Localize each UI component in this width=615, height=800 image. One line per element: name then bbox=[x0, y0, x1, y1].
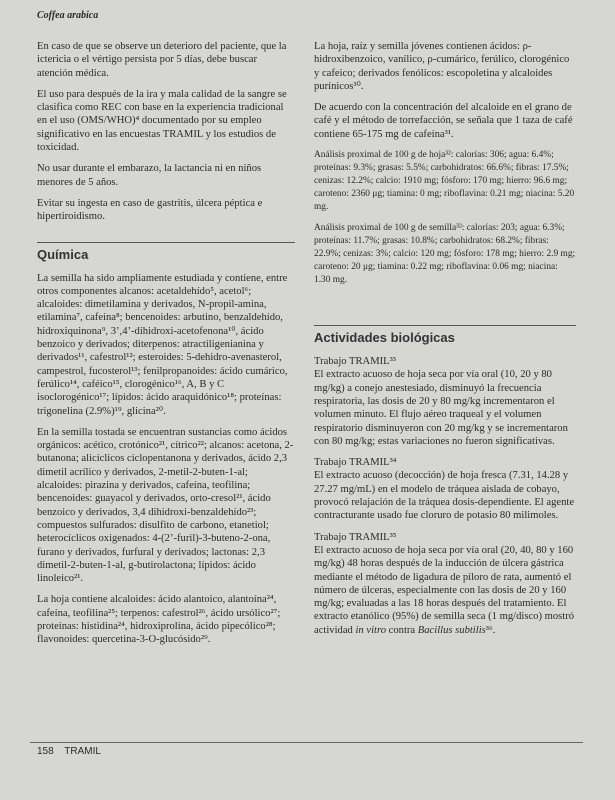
paragraph-contraindication: No usar durante el embarazo, la lactancia ni en niños menores de 5 años. bbox=[37, 163, 262, 188]
study-label-34: Trabajo TRAMIL³⁴ bbox=[314, 457, 397, 469]
paragraph-avoid: Evitar su ingesta en caso de gastritis, úlcera péptica e hipertiroidismo. bbox=[37, 197, 263, 223]
study-text-33: El extracto acuoso de hoja seca por vía oral (10, 20 y 80 mg/kg) a conejo anestesiado, disminuyó la frecuencia respiratoria, las dosis de 20 y 80 mg/kg incrementaron el volumen minuto. El flujo aéreo traqueal y el volumen respiratorio disminuyeron con 20 mg/kg y se incrementaron con 80 mg/kg; estas variaciones no fueron significativas. bbox=[314, 369, 568, 447]
paragraph-caffeine-content: De acuerdo con la concentración del alcaloide en el grano de café y el método de torrefacción, se señala que 1 taza de café contiene 65-175 mg de cafeína³¹. bbox=[314, 102, 573, 140]
study-text-35: El extracto acuoso de hoja seca por vía oral (20, 40, 80 y 160 mg/kg) 48 horas después de la inducción de úlcera gástrica mediante el método de ligadura de píloro de rata, aumentó el número de úlceras, especialmente con las dosis de 20 y 160 mg/kg; evaluadas a las 18 horas después del tratamiento. El extracto etanólico (95%) de semilla seca (1 mg/disco) mostró actividad in vitro contra Bacillus subtilis³⁶. bbox=[314, 544, 575, 636]
left-column bbox=[37, 40, 295, 655]
study-label-35: Trabajo TRAMIL³⁵ bbox=[314, 531, 397, 543]
paragraph-leaf-chemistry: La hoja contiene alcaloides: ácido alantoico, alantoína²⁴, cafeína, teofilina²⁵; terpenos: cafestrol²⁶, ácido ursólico²⁷; proteínas: histidina²⁴, hidroxiprolina, ácido pipecólico²⁸; flavonoides: quercetina-3-O-glucósido²⁹. bbox=[37, 594, 281, 646]
paragraph-classification: El uso para después de la ira y mala calidad de la sangre se clasifica como REC con base en la experiencia tradicional en el uso (OMS/WHO)⁴ documentado por su empleo significativo en las encuestas TRAMIL y los estudios de toxicidad. bbox=[37, 88, 287, 154]
section-heading-actividades: Actividades biológicas bbox=[314, 330, 455, 346]
page-footer bbox=[37, 746, 109, 757]
study-text-34: El extracto acuoso (decocción) de hoja fresca (7.31, 14.28 y 27.27 mg/mL) en el modelo de tráquea aislada de cobayo, provocó relajación de la tráquea dosis-dependiente. El agente contracturante usado fue cloruro de potasio 80 milimoles. bbox=[314, 470, 575, 522]
section-heading-quimica: Química bbox=[37, 246, 89, 262]
paragraph-leaf-analysis: Análisis proximal de 100 g de hoja³²: calorías: 306; agua: 6.4%; proteínas: 9.3%; grasas: 5.5%; carbohidratos: 66.6%; fibras: 17.5%; cenizas: 12.2%; calcio: 1910 mg; fósforo: 170 mg; hierro: 96.6 mg; caroteno: 2360 μg; tiamina: 0 mg; riboflavina: 0.21 mg; niacina: 5.20 mg. bbox=[314, 150, 575, 213]
book-title: TRAMIL bbox=[64, 746, 101, 757]
section-divider bbox=[314, 325, 576, 326]
paragraph-seed-chemistry: La semilla ha sido ampliamente estudiada y contiene, entre otros componentes alcanos: acetaldehído⁵, acetol⁶; alcaloides: dimetilamina y derivados, N-propil-amina, etilamina⁷, cafeína⁸; bencenoides: arbutino, benzaldehído, hidroxiquinona⁹, 3’,4’-dihidroxi-acetofenona¹⁰, ácido benzoico y derivados; diterpenos: atractiligenianina y derivados¹¹, cafestrol¹²; esteroides: 5-dehidro-avenasterol, campestrol, fucosterol¹³; fenilpropanoides: ácido cumárico, ferúlico¹⁴, caféico¹⁵, clorogénico¹⁶, A, B y C isoclorogénico¹⁷; lípidos: ácido araquidónico¹⁸; proteínas: trigonelina (2.9%)¹⁹, glicina²⁰. bbox=[37, 272, 288, 417]
footer-rule bbox=[30, 742, 583, 743]
paragraph-roasted-seed: En la semilla tostada se encuentran sustancias como ácidos orgánicos: acético, crotónico²¹, cítrico²²; alcanos: acetona, 2-butanona; alicíclicos ciclopentanona y derivados, ácido 2,3 dimetil acrílico y derivados, 2-metil-2-buten-1-al; alcaloides: pirazina y derivados, cafeína, teofilina; bencenoides: guayacol y derivados, orto-cresol²¹, ácido benzoico y derivados, 3,4 dihidroxi-benzaldehído²³; compuestos sulfurados: disulfito de carbono, etanetiol; heterocíclicos oxigenados: 4-(2’-furil)-3-buteno-2-ona, furano y derivados, furfural y derivados; lactonas: 2,3 dimetil-2-buten-1-al, g-butirolactona; lípidos: ácido linoleico²¹. bbox=[37, 426, 294, 585]
paragraph-caution: En caso de que se observe un deterioro del paciente, que la ictericia o el vértigo persista por 5 días, debe buscar atención médica. bbox=[37, 41, 287, 79]
paragraph-seed-analysis: Análisis proximal de 100 g de semilla³²: calorías: 203; agua: 6.3%; proteínas: 11.7%; grasas: 10.8%; carbohidratos: 68.2%; fibras: 22.9%; cenizas: 3%; calcio: 120 mg; fósforo: 178 mg; hierro: 2.9 mg; caroteno: 20 μg; tiamina: 0.22 mg; riboflavina: 0.06 mg; niacina: 1.30 mg. bbox=[314, 223, 576, 286]
paragraph-young-parts: La hoja, raíz y semilla jóvenes contienen ácidos: ρ-hidroxibenzoico, vanílico, ρ-cumárico, ferúlico, clorogénico y cafeico; derivados fenólicos: escopoletina y alcaloides purínicos³⁰. bbox=[314, 41, 570, 92]
section-divider bbox=[37, 242, 295, 243]
page-number: 158 bbox=[37, 746, 54, 757]
running-head: Coffea arabica bbox=[37, 10, 99, 21]
study-label-33: Trabajo TRAMIL³³ bbox=[314, 356, 396, 368]
right-column bbox=[314, 40, 576, 645]
